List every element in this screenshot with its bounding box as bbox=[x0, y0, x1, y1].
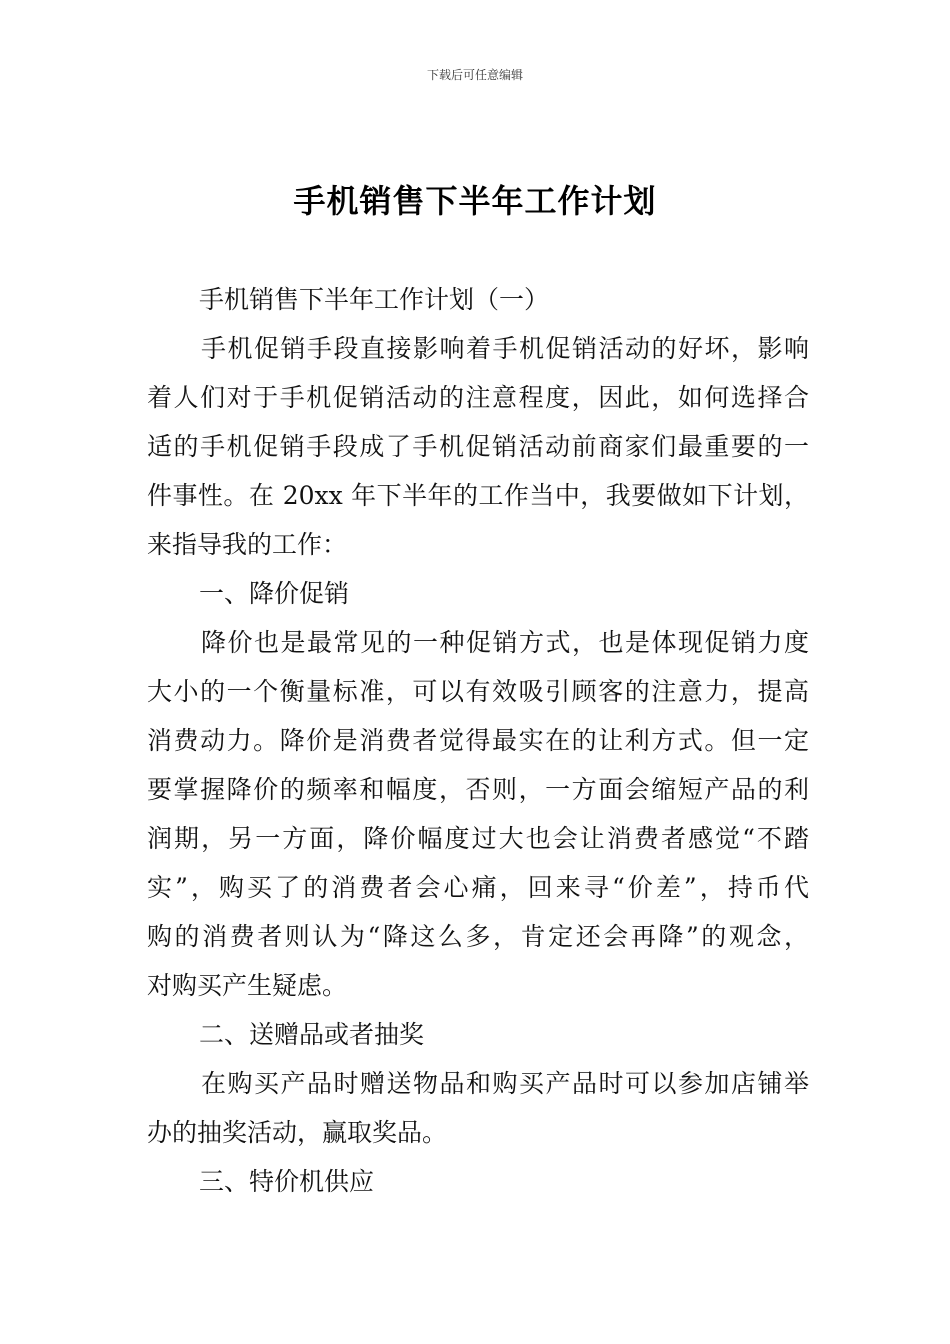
paragraph-line: 降价也是最常见的一种促销方式，也是体现促销力度 bbox=[201, 628, 809, 657]
section-heading: 二、送赠品或者抽奖 bbox=[199, 1020, 425, 1049]
paragraph-line: 润期，另一方面，降价幅度过大也会让消费者感觉“不踏 bbox=[147, 824, 809, 853]
section-heading: 一、降价促销 bbox=[199, 579, 350, 608]
paragraph-line: 实”，购买了的消费者会心痛，回来寻“价差”，持币代 bbox=[147, 873, 809, 902]
document-body bbox=[147, 275, 809, 1206]
section-heading: 三、特价机供应 bbox=[199, 1167, 375, 1196]
paragraph-line: 着人们对于手机促销活动的注意程度，因此，如何选择合 bbox=[147, 383, 809, 412]
paragraph-line: 适的手机促销手段成了手机促销活动前商家们最重要的一 bbox=[147, 432, 809, 461]
paragraph-line: 购的消费者则认为“降这么多，肯定还会再降”的观念， bbox=[147, 922, 809, 951]
paragraph-line: 来指导我的工作： bbox=[147, 530, 348, 559]
document-title: 手机销售下半年工作计划 bbox=[293, 182, 657, 220]
subtitle: 手机销售下半年工作计划（一） bbox=[199, 285, 550, 314]
paragraph-line: 消费动力。降价是消费者觉得最实在的让利方式。但一定 bbox=[147, 726, 809, 755]
paragraph-line: 办的抽奖活动，赢取奖品。 bbox=[147, 1118, 448, 1147]
paragraph-line: 大小的一个衡量标准，可以有效吸引顾客的注意力，提高 bbox=[147, 677, 809, 706]
paragraph-line: 对购买产生疑虑。 bbox=[147, 971, 348, 1000]
paragraph-line: 在购买产品时赠送物品和购买产品时可以参加店铺举 bbox=[201, 1069, 809, 1098]
header-note: 下载后可任意编辑 bbox=[426, 68, 523, 82]
paragraph-line: 件事性。在 20xx 年下半年的工作当中，我要做如下计划， bbox=[147, 481, 809, 510]
paragraph-line: 手机促销手段直接影响着手机促销活动的好坏，影响 bbox=[201, 334, 809, 363]
paragraph-line: 要掌握降价的频率和幅度，否则，一方面会缩短产品的利 bbox=[147, 775, 809, 804]
